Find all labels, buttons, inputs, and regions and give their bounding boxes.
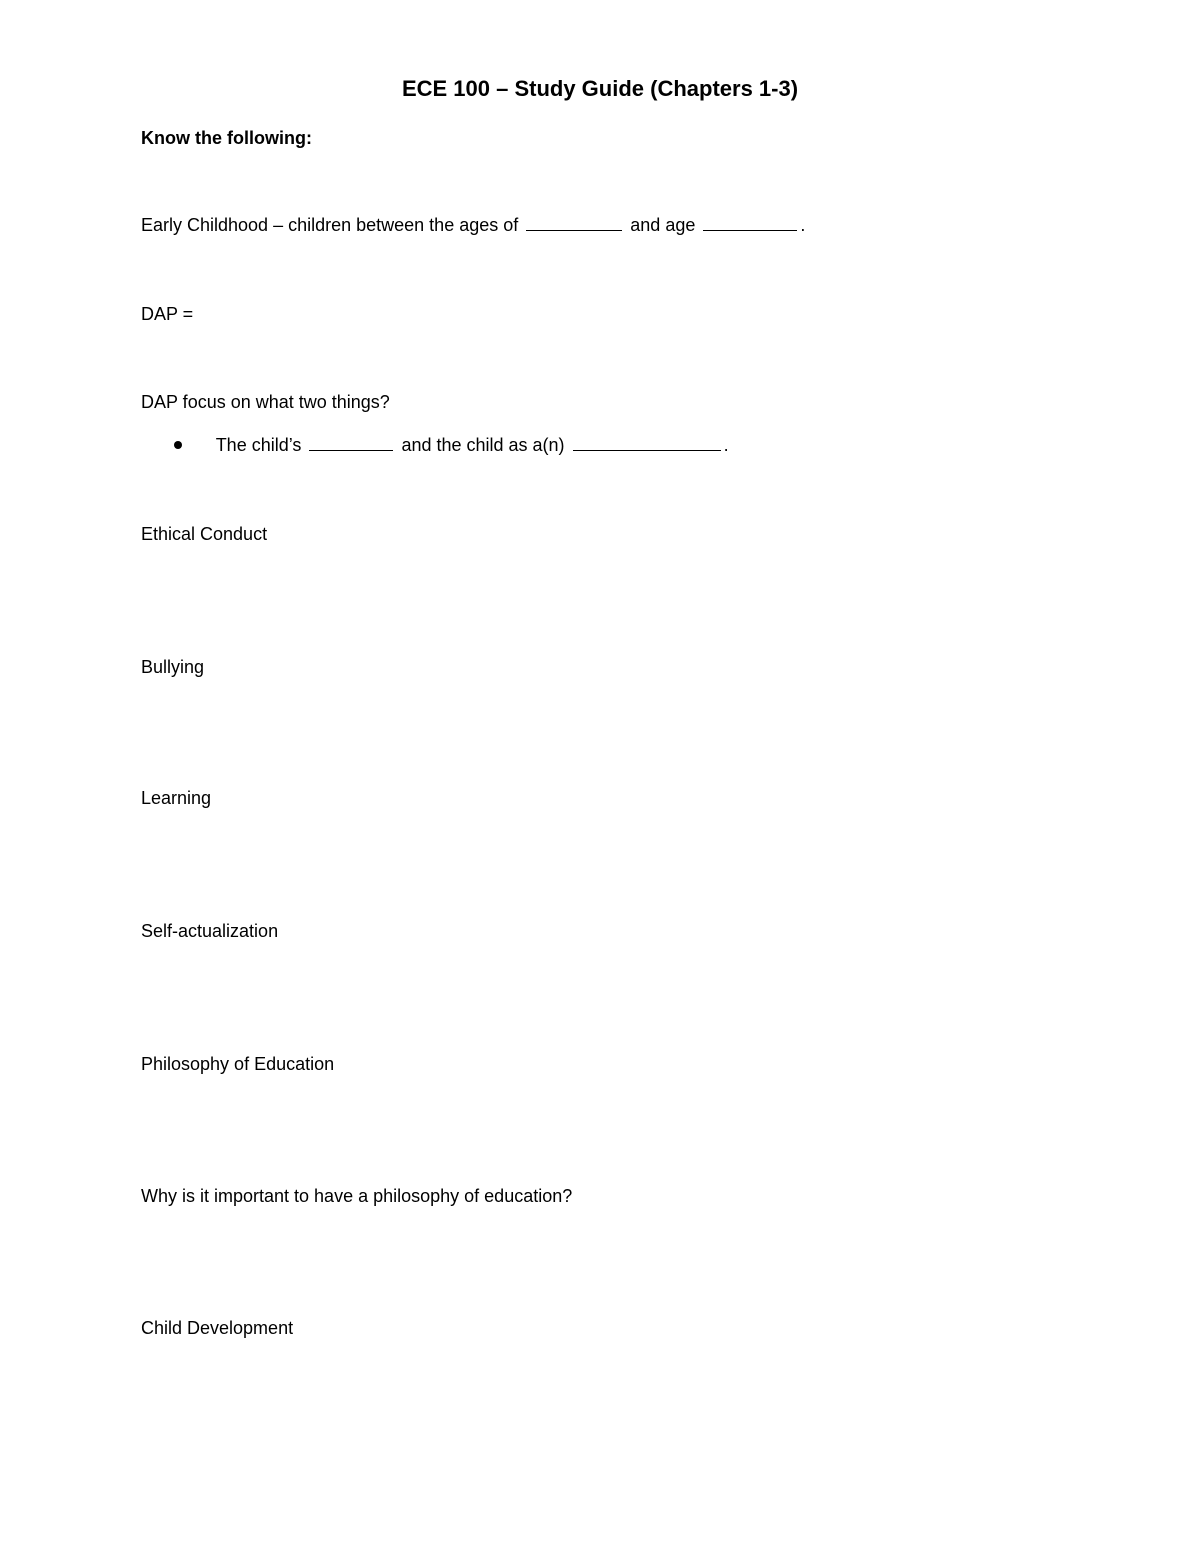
term-philosophy-of-education: Philosophy of Education [141, 1054, 335, 1074]
answer-blank [309, 434, 393, 451]
early-childhood-suffix: . [800, 215, 806, 235]
early-childhood-middle: and age [630, 215, 696, 235]
question-philosophy-importance: Why is it important to have a philosophy of education? [141, 1186, 573, 1206]
term-self-actualization: Self-actualization [141, 921, 279, 941]
answer-blank [526, 214, 622, 231]
page-title: ECE 100 – Study Guide (Chapters 1-3) [401, 76, 799, 101]
early-childhood-prefix: Early Childhood – children between the ages of [141, 215, 519, 235]
term-ethical-conduct: Ethical Conduct [141, 524, 268, 544]
term-bullying: Bullying [141, 657, 205, 677]
term-learning: Learning [141, 788, 212, 808]
dap-focus-bullet [174, 433, 729, 457]
answer-blank [703, 214, 797, 231]
term-child-development: Child Development [141, 1318, 294, 1338]
answer-blank [573, 434, 721, 451]
dap-bullet-suffix: . [723, 435, 729, 455]
intro-heading: Know the following: [141, 128, 312, 148]
dap-bullet-middle: and the child as a(n) [401, 435, 565, 455]
bullet-icon [174, 433, 211, 457]
dap-bullet-prefix: The child’s [215, 435, 302, 455]
early-childhood-question [141, 213, 805, 237]
dap-focus-question: DAP focus on what two things? [141, 392, 390, 412]
dap-definition: DAP = [141, 304, 194, 324]
